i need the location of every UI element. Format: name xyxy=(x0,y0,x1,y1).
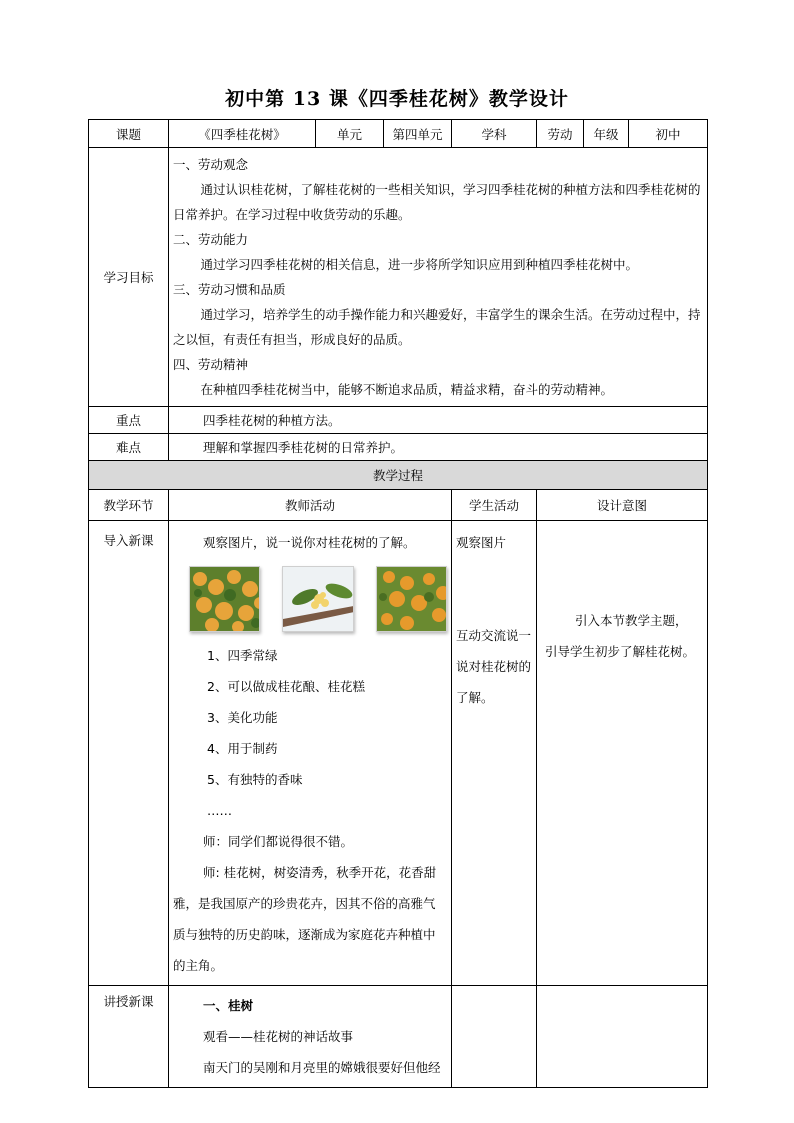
goal-text: 通过学习，培养学生的动手操作能力和兴趣爱好，丰富学生的课余生活。在劳动过程中，持之以恒，有责任有担当，形成良好的品质。 xyxy=(173,307,701,347)
difficulty-value: 理解和掌握四季桂花树的日常养护。 xyxy=(169,434,708,461)
intro-list-item: 3、美化功能 xyxy=(207,710,278,725)
new-lesson-line: 观看——桂花树的神话故事 xyxy=(203,1029,354,1044)
new-lesson-heading: 一、桂树 xyxy=(203,998,254,1013)
intro-list-item: 5、有独特的香味 xyxy=(207,772,303,787)
grade-value: 初中 xyxy=(629,120,708,148)
intro-stage: 导入新课 xyxy=(89,521,169,986)
lesson-plan-table xyxy=(88,119,708,1088)
header-row xyxy=(89,120,708,148)
process-bar: 教学过程 xyxy=(89,461,708,490)
key-point-value: 四季桂花树的种植方法。 xyxy=(169,407,708,434)
col-stage: 教学环节 xyxy=(89,490,169,521)
osmanthus-photo-2 xyxy=(282,566,353,632)
student-activity-1: 观察图片 xyxy=(456,535,507,550)
intro-teacher xyxy=(169,521,452,986)
subject-label: 学科 xyxy=(452,120,537,148)
osmanthus-photo-3 xyxy=(376,566,447,632)
student-activity-2: 互动交流说一说对桂花树的了解。 xyxy=(456,628,532,705)
new-lesson-design xyxy=(537,986,708,1088)
unit-value: 第四单元 xyxy=(384,120,452,148)
new-lesson-row xyxy=(89,986,708,1088)
goals-row xyxy=(89,148,708,407)
goal-heading: 三、劳动习惯和品质 xyxy=(173,282,286,297)
goals-label: 学习目标 xyxy=(89,148,169,407)
goal-heading: 四、劳动精神 xyxy=(173,357,249,372)
unit-label: 单元 xyxy=(316,120,384,148)
new-lesson-stage: 讲授新课 xyxy=(89,986,169,1088)
key-point-label: 重点 xyxy=(89,407,169,434)
goal-heading: 二、劳动能力 xyxy=(173,232,249,247)
subject-value: 劳动 xyxy=(537,120,584,148)
col-student: 学生活动 xyxy=(452,490,537,521)
process-bar-row xyxy=(89,461,708,490)
new-lesson-line: 南天门的吴刚和月亮里的嫦娥很要好但他经 xyxy=(203,1060,441,1075)
col-teacher: 教师活动 xyxy=(169,490,452,521)
goal-heading: 一、劳动观念 xyxy=(173,157,249,172)
goal-text: 在种植四季桂花树当中，能够不断追求品质，精益求精，奋斗的劳动精神。 xyxy=(200,382,614,397)
design-intent: 引入本节教学主题，引导学生初步了解桂花树。 xyxy=(545,613,696,659)
osmanthus-photo-1 xyxy=(189,566,260,632)
grade-label: 年级 xyxy=(584,120,629,148)
new-lesson-student xyxy=(452,986,537,1088)
key-point-row xyxy=(89,407,708,434)
difficulty-label: 难点 xyxy=(89,434,169,461)
intro-list-item: 2、可以做成桂花酿、桂花糕 xyxy=(207,679,365,694)
course-value: 《四季桂花树》 xyxy=(169,120,316,148)
intro-list-item: …… xyxy=(207,803,232,818)
intro-list-item: 1、四季常绿 xyxy=(207,648,278,663)
column-header-row xyxy=(89,490,708,521)
teacher-lead: 观察图片，说一说你对桂花树的了解。 xyxy=(203,535,416,550)
photo-strip xyxy=(173,566,447,634)
page-title: 初中第 13 课《四季桂花树》教学设计 xyxy=(225,88,569,110)
teacher-remark: 师：同学们都说得很不错。 xyxy=(203,834,354,849)
goals-content xyxy=(169,148,708,407)
intro-list-item: 4、用于制药 xyxy=(207,741,278,756)
course-label: 课题 xyxy=(89,120,169,148)
intro-design xyxy=(537,521,708,986)
intro-row xyxy=(89,521,708,986)
goal-text: 通过学习四季桂花树的相关信息，进一步将所学知识应用到种植四季桂花树中。 xyxy=(200,257,639,272)
goal-text: 通过认识桂花树，了解桂花树的一些相关知识，学习四季桂花树的种植方法和四季桂花树的日常养护。在学习过程中收货劳动的乐趣。 xyxy=(173,182,701,222)
teacher-explanation: 师: 桂花树，树姿清秀，秋季开花，花香甜雅，是我国原产的珍贵花卉，因其不俗的高雅气质与独特的历史韵味，逐渐成为家庭花卉种植中的主角。 xyxy=(173,865,437,973)
col-design: 设计意图 xyxy=(537,490,708,521)
new-lesson-teacher xyxy=(169,986,452,1088)
intro-student xyxy=(452,521,537,986)
difficulty-row xyxy=(89,434,708,461)
